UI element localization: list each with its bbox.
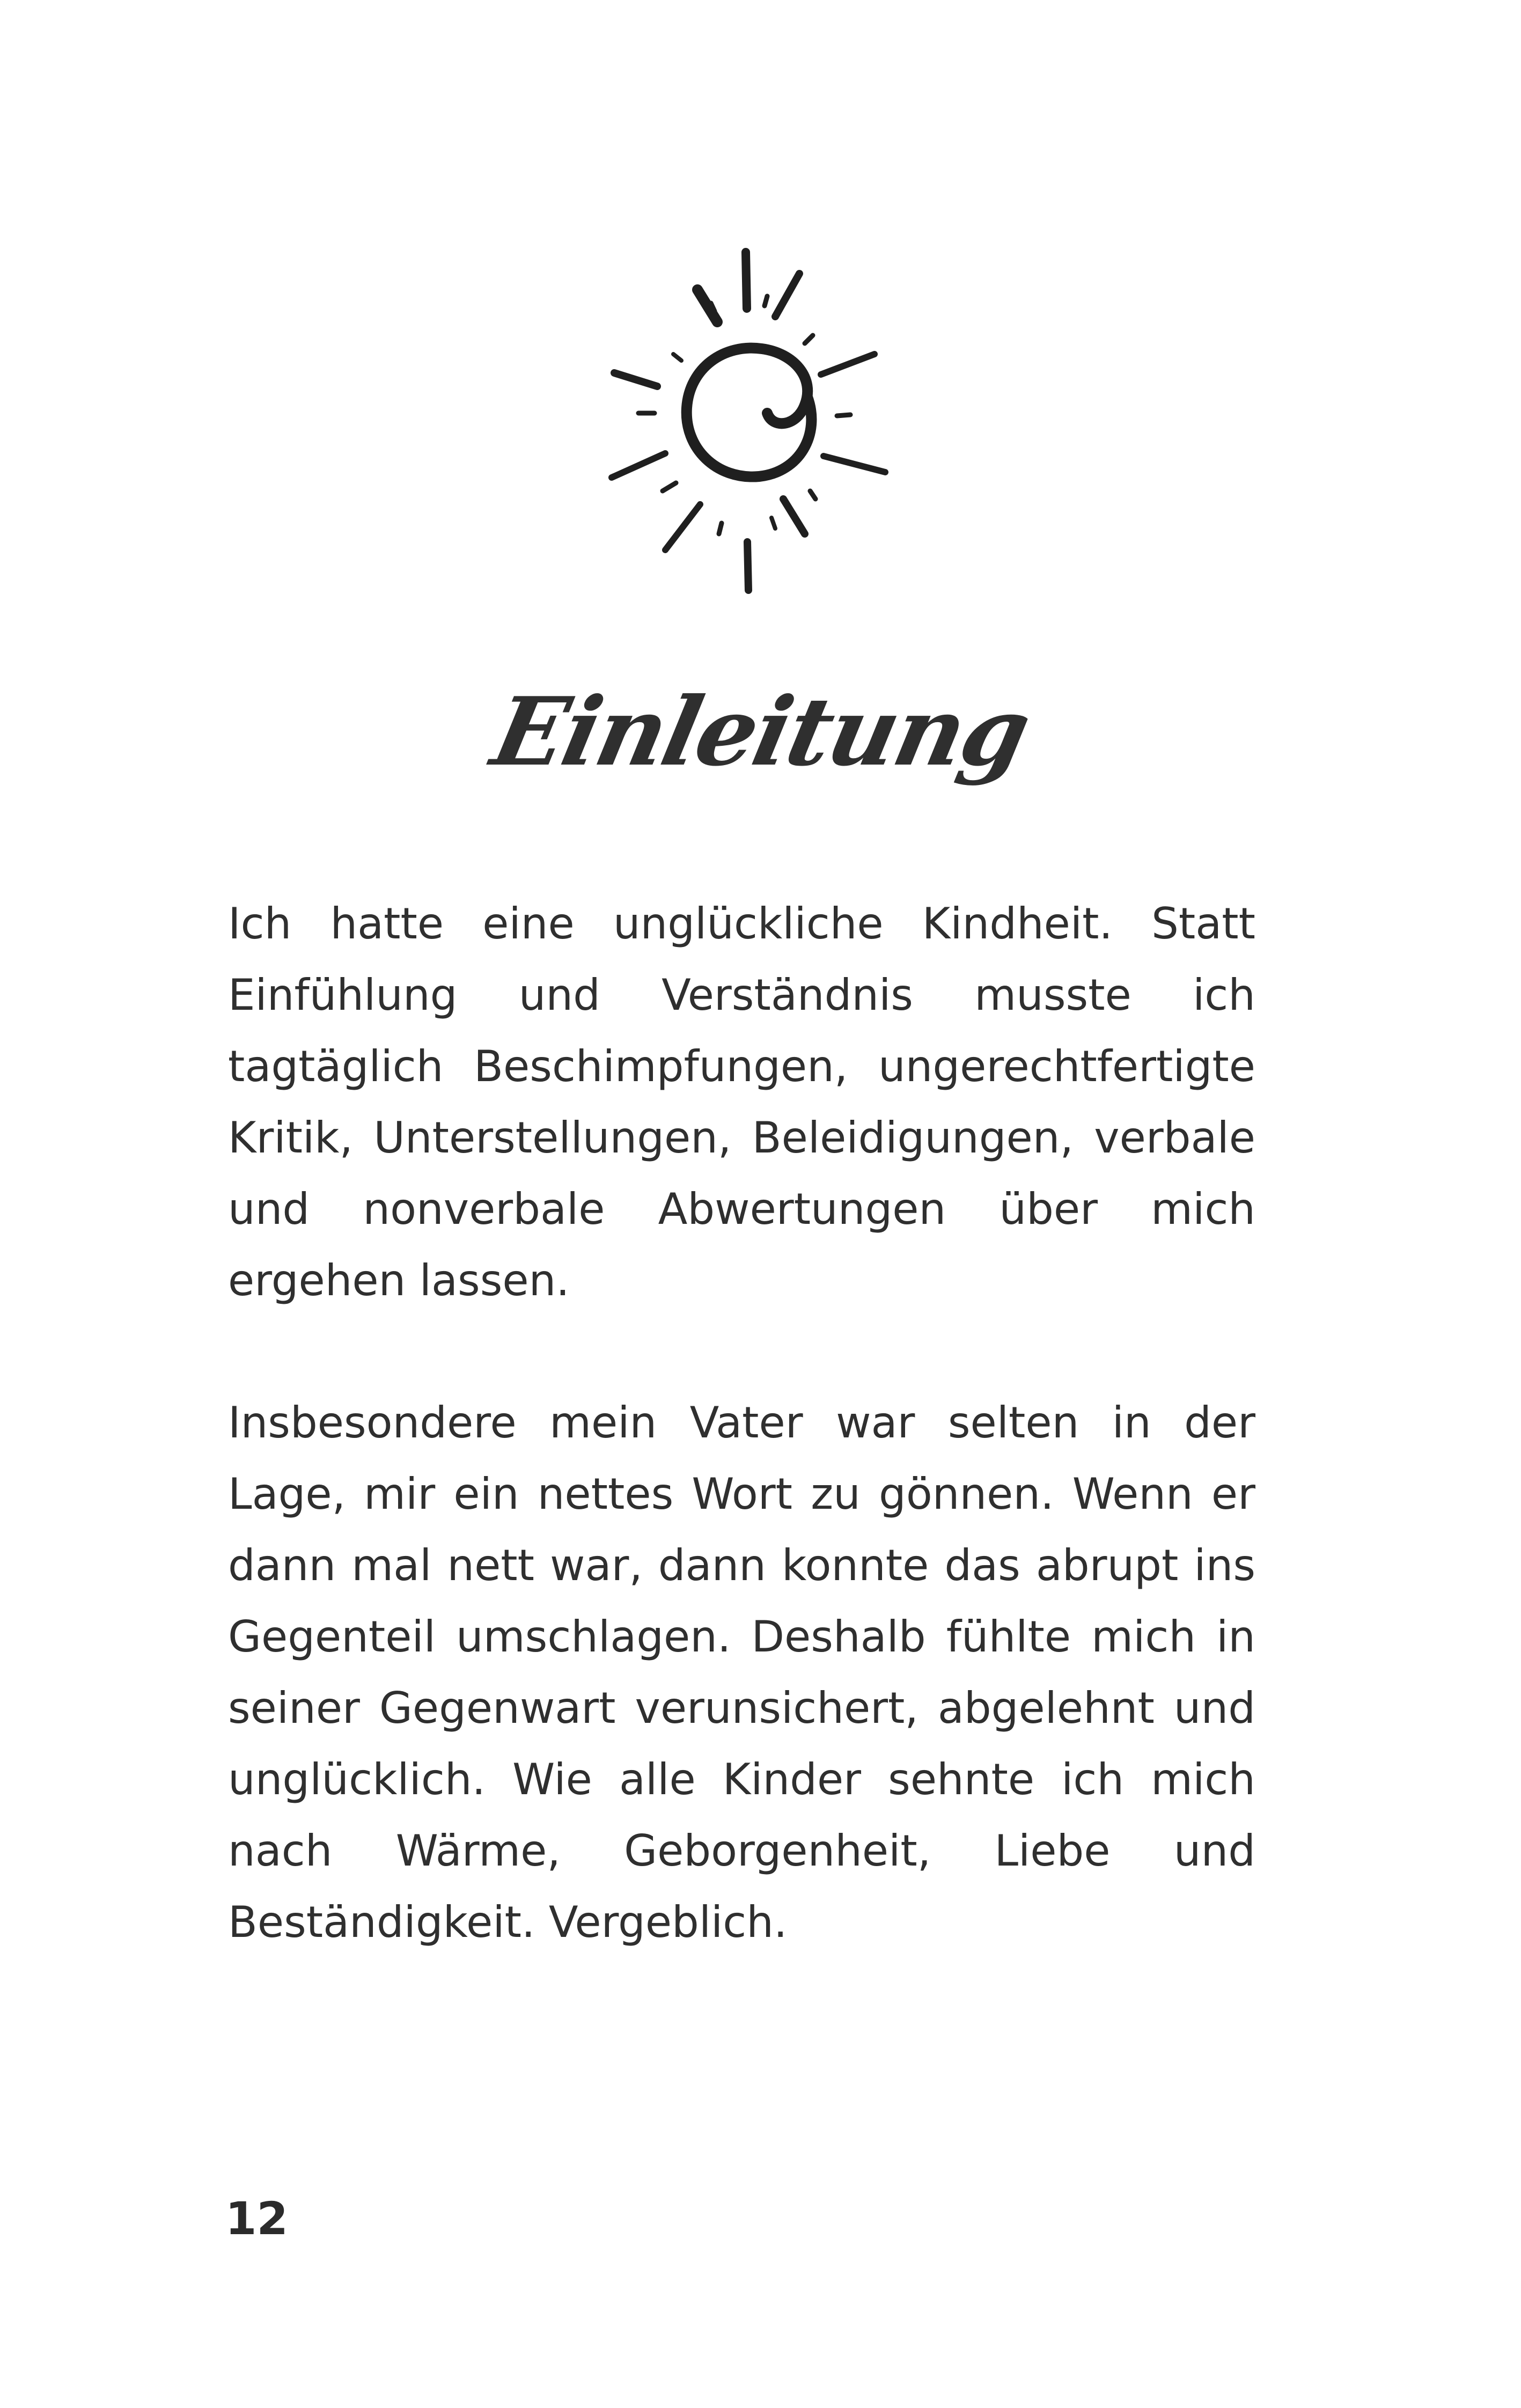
paragraph-1: Ich hatte eine unglückliche Kindheit. Statt Einfühlung und Verständnis musste ich tagtäglich Beschimpfungen, ungerechtfertigte Kritik, Unterstellungen, Beleidigungen, verbale und nonverbale Abwertungen über mich ergehen lassen. xyxy=(228,899,1255,1305)
page-number: 12 xyxy=(225,2192,288,2245)
chapter-title: Einleitung xyxy=(483,677,1038,787)
paragraph-2: Insbesondere mein Vater war selten in der Lage, mir ein nettes Wort zu gönnen. Wenn er dann mal nett war, dann konnte das abrupt ins Gegenteil umschlagen. Deshalb fühlte mich in seiner Gegenwart verunsichert, abgelehnt und unglücklich. Wie alle Kinder sehnte ich mich nach Wärme, Geborgenheit, Liebe und Beständigkeit. Vergeblich. xyxy=(228,1398,1255,1947)
sun-icon xyxy=(569,236,944,612)
